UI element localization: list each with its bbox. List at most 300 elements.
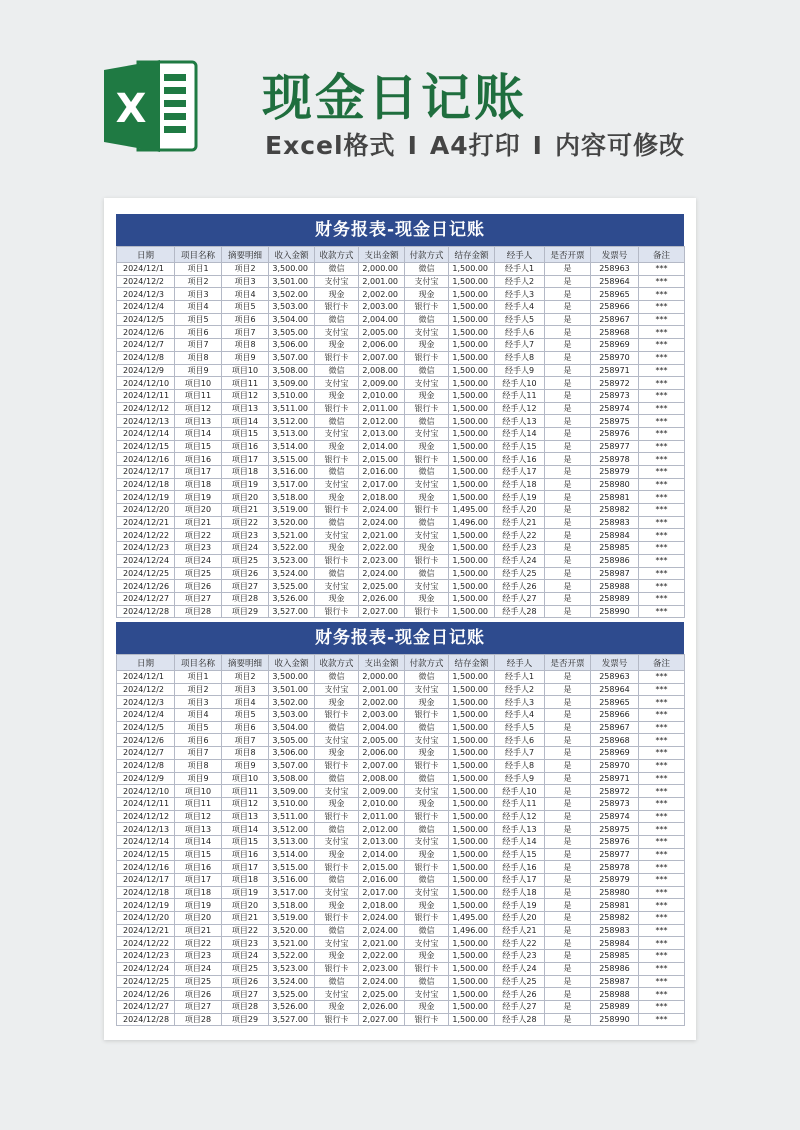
cell-expense-amount: 2,024.00 (359, 516, 405, 529)
cell-balance-amount: 1,500.00 (449, 759, 495, 772)
table-row (117, 1000, 685, 1013)
cell-remark: *** (639, 835, 685, 848)
cell-expense-amount: 2,007.00 (359, 351, 405, 364)
cell-project-name: 项目17 (175, 466, 222, 479)
cell-project-name: 项目6 (175, 326, 222, 339)
cell-invoiced: 是 (545, 326, 591, 339)
cell-income-amount: 3,503.00 (269, 709, 315, 722)
cell-expense-amount: 2,024.00 (359, 567, 405, 580)
cell-remark: *** (639, 975, 685, 988)
cell-project-name: 项目14 (175, 427, 222, 440)
cell-invoice-number: 258971 (591, 364, 639, 377)
cell-remark: *** (639, 797, 685, 810)
cell-date: 2024/12/27 (117, 592, 175, 605)
column-header-pay-method: 付款方式 (405, 655, 449, 671)
cell-date: 2024/12/14 (117, 427, 175, 440)
cell-balance-amount: 1,500.00 (449, 415, 495, 428)
column-header-receive-method: 收款方式 (315, 247, 359, 263)
cell-handler: 经手人7 (495, 339, 545, 352)
cell-invoice-number: 258989 (591, 1000, 639, 1013)
cell-invoiced: 是 (545, 351, 591, 364)
table-row (117, 466, 685, 479)
cell-balance-amount: 1,500.00 (449, 950, 495, 963)
cell-pay-method: 银行卡 (405, 301, 449, 314)
cell-pay-method: 银行卡 (405, 709, 449, 722)
cell-expense-amount: 2,011.00 (359, 810, 405, 823)
cell-date: 2024/12/3 (117, 288, 175, 301)
cell-income-amount: 3,519.00 (269, 504, 315, 517)
cell-remark: *** (639, 339, 685, 352)
cell-pay-method: 微信 (405, 466, 449, 479)
cell-receive-method: 现金 (315, 797, 359, 810)
cell-pay-method: 银行卡 (405, 1013, 449, 1026)
cell-remark: *** (639, 734, 685, 747)
cell-invoice-number: 258971 (591, 772, 639, 785)
column-header-handler: 经手人 (495, 655, 545, 671)
cell-invoice-number: 258979 (591, 874, 639, 887)
cell-project-name: 项目16 (175, 453, 222, 466)
cell-balance-amount: 1,500.00 (449, 605, 495, 618)
cell-invoiced: 是 (545, 491, 591, 504)
cell-pay-method: 微信 (405, 874, 449, 887)
cell-invoice-number: 258987 (591, 567, 639, 580)
cell-pay-method: 银行卡 (405, 554, 449, 567)
cell-project-name: 项目9 (175, 364, 222, 377)
cell-balance-amount: 1,500.00 (449, 696, 495, 709)
cell-income-amount: 3,520.00 (269, 516, 315, 529)
cell-income-amount: 3,517.00 (269, 478, 315, 491)
cell-summary: 项目21 (222, 504, 269, 517)
cell-handler: 经手人9 (495, 364, 545, 377)
cell-invoiced: 是 (545, 529, 591, 542)
cell-pay-method: 微信 (405, 924, 449, 937)
cell-project-name: 项目12 (175, 402, 222, 415)
cell-pay-method: 微信 (405, 823, 449, 836)
cell-project-name: 项目19 (175, 899, 222, 912)
cell-date: 2024/12/23 (117, 950, 175, 963)
cell-project-name: 项目26 (175, 580, 222, 593)
cell-balance-amount: 1,500.00 (449, 301, 495, 314)
cell-date: 2024/12/7 (117, 747, 175, 760)
cell-expense-amount: 2,003.00 (359, 709, 405, 722)
cell-summary: 项目8 (222, 747, 269, 760)
cell-date: 2024/12/15 (117, 848, 175, 861)
table-row (117, 785, 685, 798)
cell-remark: *** (639, 899, 685, 912)
cell-pay-method: 现金 (405, 899, 449, 912)
table-row (117, 605, 685, 618)
cell-balance-amount: 1,500.00 (449, 592, 495, 605)
cell-receive-method: 现金 (315, 747, 359, 760)
subtitle-print: A4打印 (429, 131, 521, 160)
cell-handler: 经手人20 (495, 504, 545, 517)
cell-income-amount: 3,507.00 (269, 351, 315, 364)
cell-pay-method: 支付宝 (405, 326, 449, 339)
cell-balance-amount: 1,500.00 (449, 364, 495, 377)
cell-expense-amount: 2,015.00 (359, 861, 405, 874)
cell-invoiced: 是 (545, 415, 591, 428)
cell-receive-method: 支付宝 (315, 427, 359, 440)
table-row (117, 924, 685, 937)
cell-handler: 经手人19 (495, 491, 545, 504)
table-row (117, 377, 685, 390)
cell-income-amount: 3,519.00 (269, 912, 315, 925)
cell-summary: 项目8 (222, 339, 269, 352)
cell-invoice-number: 258981 (591, 491, 639, 504)
cell-expense-amount: 2,024.00 (359, 504, 405, 517)
cell-expense-amount: 2,008.00 (359, 364, 405, 377)
cell-handler: 经手人26 (495, 988, 545, 1001)
cell-remark: *** (639, 759, 685, 772)
cell-invoiced: 是 (545, 709, 591, 722)
cell-handler: 经手人27 (495, 592, 545, 605)
cell-invoice-number: 258976 (591, 427, 639, 440)
cell-invoiced: 是 (545, 797, 591, 810)
cell-summary: 项目16 (222, 440, 269, 453)
cell-balance-amount: 1,500.00 (449, 288, 495, 301)
cell-income-amount: 3,508.00 (269, 364, 315, 377)
cell-receive-method: 微信 (315, 874, 359, 887)
cell-handler: 经手人14 (495, 427, 545, 440)
cell-income-amount: 3,516.00 (269, 466, 315, 479)
cell-invoice-number: 258968 (591, 734, 639, 747)
cell-pay-method: 微信 (405, 721, 449, 734)
cell-invoiced: 是 (545, 950, 591, 963)
cell-handler: 经手人14 (495, 835, 545, 848)
cell-income-amount: 3,512.00 (269, 823, 315, 836)
cell-handler: 经手人15 (495, 848, 545, 861)
cell-project-name: 项目13 (175, 823, 222, 836)
cell-receive-method: 银行卡 (315, 861, 359, 874)
cell-invoice-number: 258970 (591, 759, 639, 772)
cell-summary: 项目12 (222, 389, 269, 402)
cell-receive-method: 现金 (315, 592, 359, 605)
cell-invoiced: 是 (545, 848, 591, 861)
cell-project-name: 项目16 (175, 861, 222, 874)
cell-invoice-number: 258972 (591, 377, 639, 390)
cell-project-name: 项目8 (175, 351, 222, 364)
cell-expense-amount: 2,012.00 (359, 415, 405, 428)
cell-expense-amount: 2,001.00 (359, 683, 405, 696)
cell-date: 2024/12/16 (117, 453, 175, 466)
table-row (117, 516, 685, 529)
cell-remark: *** (639, 772, 685, 785)
cell-receive-method: 现金 (315, 389, 359, 402)
cell-expense-amount: 2,025.00 (359, 988, 405, 1001)
table-row (117, 504, 685, 517)
cell-receive-method: 银行卡 (315, 912, 359, 925)
cell-project-name: 项目10 (175, 377, 222, 390)
cell-invoiced: 是 (545, 427, 591, 440)
cell-handler: 经手人11 (495, 389, 545, 402)
cell-income-amount: 3,504.00 (269, 313, 315, 326)
cell-invoiced: 是 (545, 504, 591, 517)
cell-invoice-number: 258978 (591, 861, 639, 874)
subtitle-editable: 内容可修改 (554, 131, 685, 160)
cell-expense-amount: 2,014.00 (359, 848, 405, 861)
cell-income-amount: 3,500.00 (269, 671, 315, 684)
column-header-balance-amount: 结存金额 (449, 247, 495, 263)
cell-date: 2024/12/10 (117, 377, 175, 390)
cell-income-amount: 3,525.00 (269, 580, 315, 593)
table-row (117, 912, 685, 925)
cell-summary: 项目23 (222, 529, 269, 542)
cell-handler: 经手人17 (495, 874, 545, 887)
table-row (117, 275, 685, 288)
cell-invoiced: 是 (545, 912, 591, 925)
cell-project-name: 项目2 (175, 275, 222, 288)
cell-project-name: 项目5 (175, 313, 222, 326)
cell-summary: 项目26 (222, 975, 269, 988)
cell-pay-method: 现金 (405, 848, 449, 861)
cell-expense-amount: 2,014.00 (359, 440, 405, 453)
cell-remark: *** (639, 301, 685, 314)
cell-date: 2024/12/13 (117, 415, 175, 428)
cell-invoiced: 是 (545, 567, 591, 580)
cell-project-name: 项目28 (175, 605, 222, 618)
page-header (0, 0, 800, 190)
cell-receive-method: 现金 (315, 848, 359, 861)
cell-receive-method: 现金 (315, 899, 359, 912)
cell-invoice-number: 258980 (591, 886, 639, 899)
cell-invoice-number: 258981 (591, 899, 639, 912)
cell-income-amount: 3,510.00 (269, 797, 315, 810)
cell-receive-method: 支付宝 (315, 937, 359, 950)
cell-remark: *** (639, 823, 685, 836)
excel-logo-icon (100, 56, 200, 156)
cell-expense-amount: 2,009.00 (359, 785, 405, 798)
cell-invoice-number: 258973 (591, 389, 639, 402)
cell-expense-amount: 2,016.00 (359, 466, 405, 479)
cell-invoiced: 是 (545, 835, 591, 848)
cell-pay-method: 微信 (405, 263, 449, 276)
cell-handler: 经手人19 (495, 899, 545, 912)
cell-invoiced: 是 (545, 696, 591, 709)
cell-expense-amount: 2,018.00 (359, 899, 405, 912)
cell-project-name: 项目22 (175, 529, 222, 542)
table-row (117, 671, 685, 684)
cell-handler: 经手人23 (495, 950, 545, 963)
cell-pay-method: 支付宝 (405, 580, 449, 593)
cell-remark: *** (639, 1000, 685, 1013)
cell-income-amount: 3,506.00 (269, 339, 315, 352)
cell-date: 2024/12/28 (117, 1013, 175, 1026)
cell-income-amount: 3,512.00 (269, 415, 315, 428)
cell-remark: *** (639, 554, 685, 567)
cell-summary: 项目15 (222, 427, 269, 440)
cell-summary: 项目6 (222, 313, 269, 326)
cell-remark: *** (639, 466, 685, 479)
cell-expense-amount: 2,011.00 (359, 402, 405, 415)
cell-balance-amount: 1,500.00 (449, 1013, 495, 1026)
cell-balance-amount: 1,500.00 (449, 326, 495, 339)
table-row (117, 263, 685, 276)
cell-remark: *** (639, 580, 685, 593)
cell-remark: *** (639, 263, 685, 276)
cell-income-amount: 3,507.00 (269, 759, 315, 772)
cell-receive-method: 支付宝 (315, 785, 359, 798)
cell-project-name: 项目12 (175, 810, 222, 823)
cell-remark: *** (639, 567, 685, 580)
cell-receive-method: 微信 (315, 567, 359, 580)
table-row (117, 696, 685, 709)
cell-summary: 项目14 (222, 823, 269, 836)
cell-project-name: 项目14 (175, 835, 222, 848)
cell-pay-method: 银行卡 (405, 861, 449, 874)
cell-remark: *** (639, 937, 685, 950)
cell-pay-method: 支付宝 (405, 529, 449, 542)
cell-income-amount: 3,501.00 (269, 683, 315, 696)
cell-invoice-number: 258969 (591, 339, 639, 352)
column-header-summary: 摘要明细 (222, 655, 269, 671)
cell-income-amount: 3,504.00 (269, 721, 315, 734)
cell-invoice-number: 258965 (591, 696, 639, 709)
cell-project-name: 项目3 (175, 696, 222, 709)
cell-income-amount: 3,501.00 (269, 275, 315, 288)
cell-pay-method: 银行卡 (405, 962, 449, 975)
cell-income-amount: 3,510.00 (269, 389, 315, 402)
cell-summary: 项目6 (222, 721, 269, 734)
table-row (117, 797, 685, 810)
cell-balance-amount: 1,500.00 (449, 772, 495, 785)
cell-remark: *** (639, 542, 685, 555)
cell-receive-method: 微信 (315, 823, 359, 836)
cell-remark: *** (639, 402, 685, 415)
table-row (117, 301, 685, 314)
cell-handler: 经手人24 (495, 554, 545, 567)
table-row (117, 721, 685, 734)
cell-remark: *** (639, 288, 685, 301)
column-header-balance-amount: 结存金额 (449, 655, 495, 671)
cell-pay-method: 银行卡 (405, 810, 449, 823)
cell-date: 2024/12/18 (117, 478, 175, 491)
cell-invoice-number: 258967 (591, 721, 639, 734)
cell-project-name: 项目20 (175, 912, 222, 925)
cell-summary: 项目17 (222, 861, 269, 874)
cell-balance-amount: 1,500.00 (449, 567, 495, 580)
cell-invoiced: 是 (545, 886, 591, 899)
cell-balance-amount: 1,495.00 (449, 504, 495, 517)
cell-invoice-number: 258990 (591, 1013, 639, 1026)
cell-invoiced: 是 (545, 988, 591, 1001)
cell-balance-amount: 1,500.00 (449, 747, 495, 760)
cell-date: 2024/12/8 (117, 759, 175, 772)
cell-project-name: 项目13 (175, 415, 222, 428)
cell-remark: *** (639, 721, 685, 734)
cell-date: 2024/12/17 (117, 466, 175, 479)
cell-income-amount: 3,500.00 (269, 263, 315, 276)
cell-balance-amount: 1,495.00 (449, 912, 495, 925)
cell-handler: 经手人21 (495, 924, 545, 937)
cell-summary: 项目19 (222, 478, 269, 491)
table-row (117, 734, 685, 747)
cell-invoiced: 是 (545, 721, 591, 734)
cell-summary: 项目12 (222, 797, 269, 810)
table-row (117, 491, 685, 504)
cell-invoice-number: 258975 (591, 415, 639, 428)
cell-date: 2024/12/1 (117, 263, 175, 276)
cell-date: 2024/12/21 (117, 516, 175, 529)
cell-remark: *** (639, 491, 685, 504)
cell-summary: 项目9 (222, 759, 269, 772)
cell-income-amount: 3,516.00 (269, 874, 315, 887)
cell-receive-method: 银行卡 (315, 351, 359, 364)
table-row (117, 937, 685, 950)
table-row (117, 453, 685, 466)
cell-invoiced: 是 (545, 772, 591, 785)
cell-date: 2024/12/10 (117, 785, 175, 798)
cell-handler: 经手人1 (495, 263, 545, 276)
cell-balance-amount: 1,500.00 (449, 861, 495, 874)
column-header-project-name: 项目名称 (175, 655, 222, 671)
cell-invoiced: 是 (545, 402, 591, 415)
cell-project-name: 项目9 (175, 772, 222, 785)
cell-date: 2024/12/25 (117, 975, 175, 988)
cell-invoiced: 是 (545, 605, 591, 618)
cell-receive-method: 银行卡 (315, 605, 359, 618)
cell-balance-amount: 1,500.00 (449, 709, 495, 722)
cell-date: 2024/12/12 (117, 402, 175, 415)
cell-handler: 经手人12 (495, 810, 545, 823)
cell-balance-amount: 1,500.00 (449, 263, 495, 276)
cash-journal-table (116, 654, 685, 1026)
table-row (117, 874, 685, 887)
column-header-expense-amount: 支出金额 (359, 655, 405, 671)
cell-remark: *** (639, 427, 685, 440)
table-row (117, 823, 685, 836)
cell-income-amount: 3,513.00 (269, 835, 315, 848)
cell-project-name: 项目7 (175, 339, 222, 352)
cell-summary: 项目13 (222, 810, 269, 823)
cell-pay-method: 现金 (405, 542, 449, 555)
column-header-remark: 备注 (639, 247, 685, 263)
cell-invoiced: 是 (545, 1013, 591, 1026)
cell-summary: 项目27 (222, 988, 269, 1001)
cell-handler: 经手人22 (495, 937, 545, 950)
cell-invoiced: 是 (545, 823, 591, 836)
cell-handler: 经手人24 (495, 962, 545, 975)
cell-income-amount: 3,505.00 (269, 734, 315, 747)
cell-invoice-number: 258986 (591, 962, 639, 975)
cell-pay-method: 银行卡 (405, 453, 449, 466)
cell-income-amount: 3,505.00 (269, 326, 315, 339)
cell-date: 2024/12/25 (117, 567, 175, 580)
cell-expense-amount: 2,023.00 (359, 554, 405, 567)
cell-expense-amount: 2,024.00 (359, 924, 405, 937)
cell-remark: *** (639, 351, 685, 364)
table-row (117, 861, 685, 874)
cell-receive-method: 微信 (315, 415, 359, 428)
cell-receive-method: 微信 (315, 772, 359, 785)
cell-expense-amount: 2,018.00 (359, 491, 405, 504)
cell-date: 2024/12/24 (117, 554, 175, 567)
column-header-date: 日期 (117, 655, 175, 671)
cell-remark: *** (639, 709, 685, 722)
cell-receive-method: 现金 (315, 1000, 359, 1013)
cell-summary: 项目9 (222, 351, 269, 364)
cell-expense-amount: 2,012.00 (359, 823, 405, 836)
cell-receive-method: 微信 (315, 721, 359, 734)
cell-invoiced: 是 (545, 1000, 591, 1013)
cell-remark: *** (639, 696, 685, 709)
cell-receive-method: 微信 (315, 263, 359, 276)
cell-handler: 经手人2 (495, 683, 545, 696)
cell-invoiced: 是 (545, 734, 591, 747)
table-row (117, 592, 685, 605)
cell-balance-amount: 1,500.00 (449, 542, 495, 555)
cell-receive-method: 现金 (315, 542, 359, 555)
cell-summary: 项目10 (222, 364, 269, 377)
